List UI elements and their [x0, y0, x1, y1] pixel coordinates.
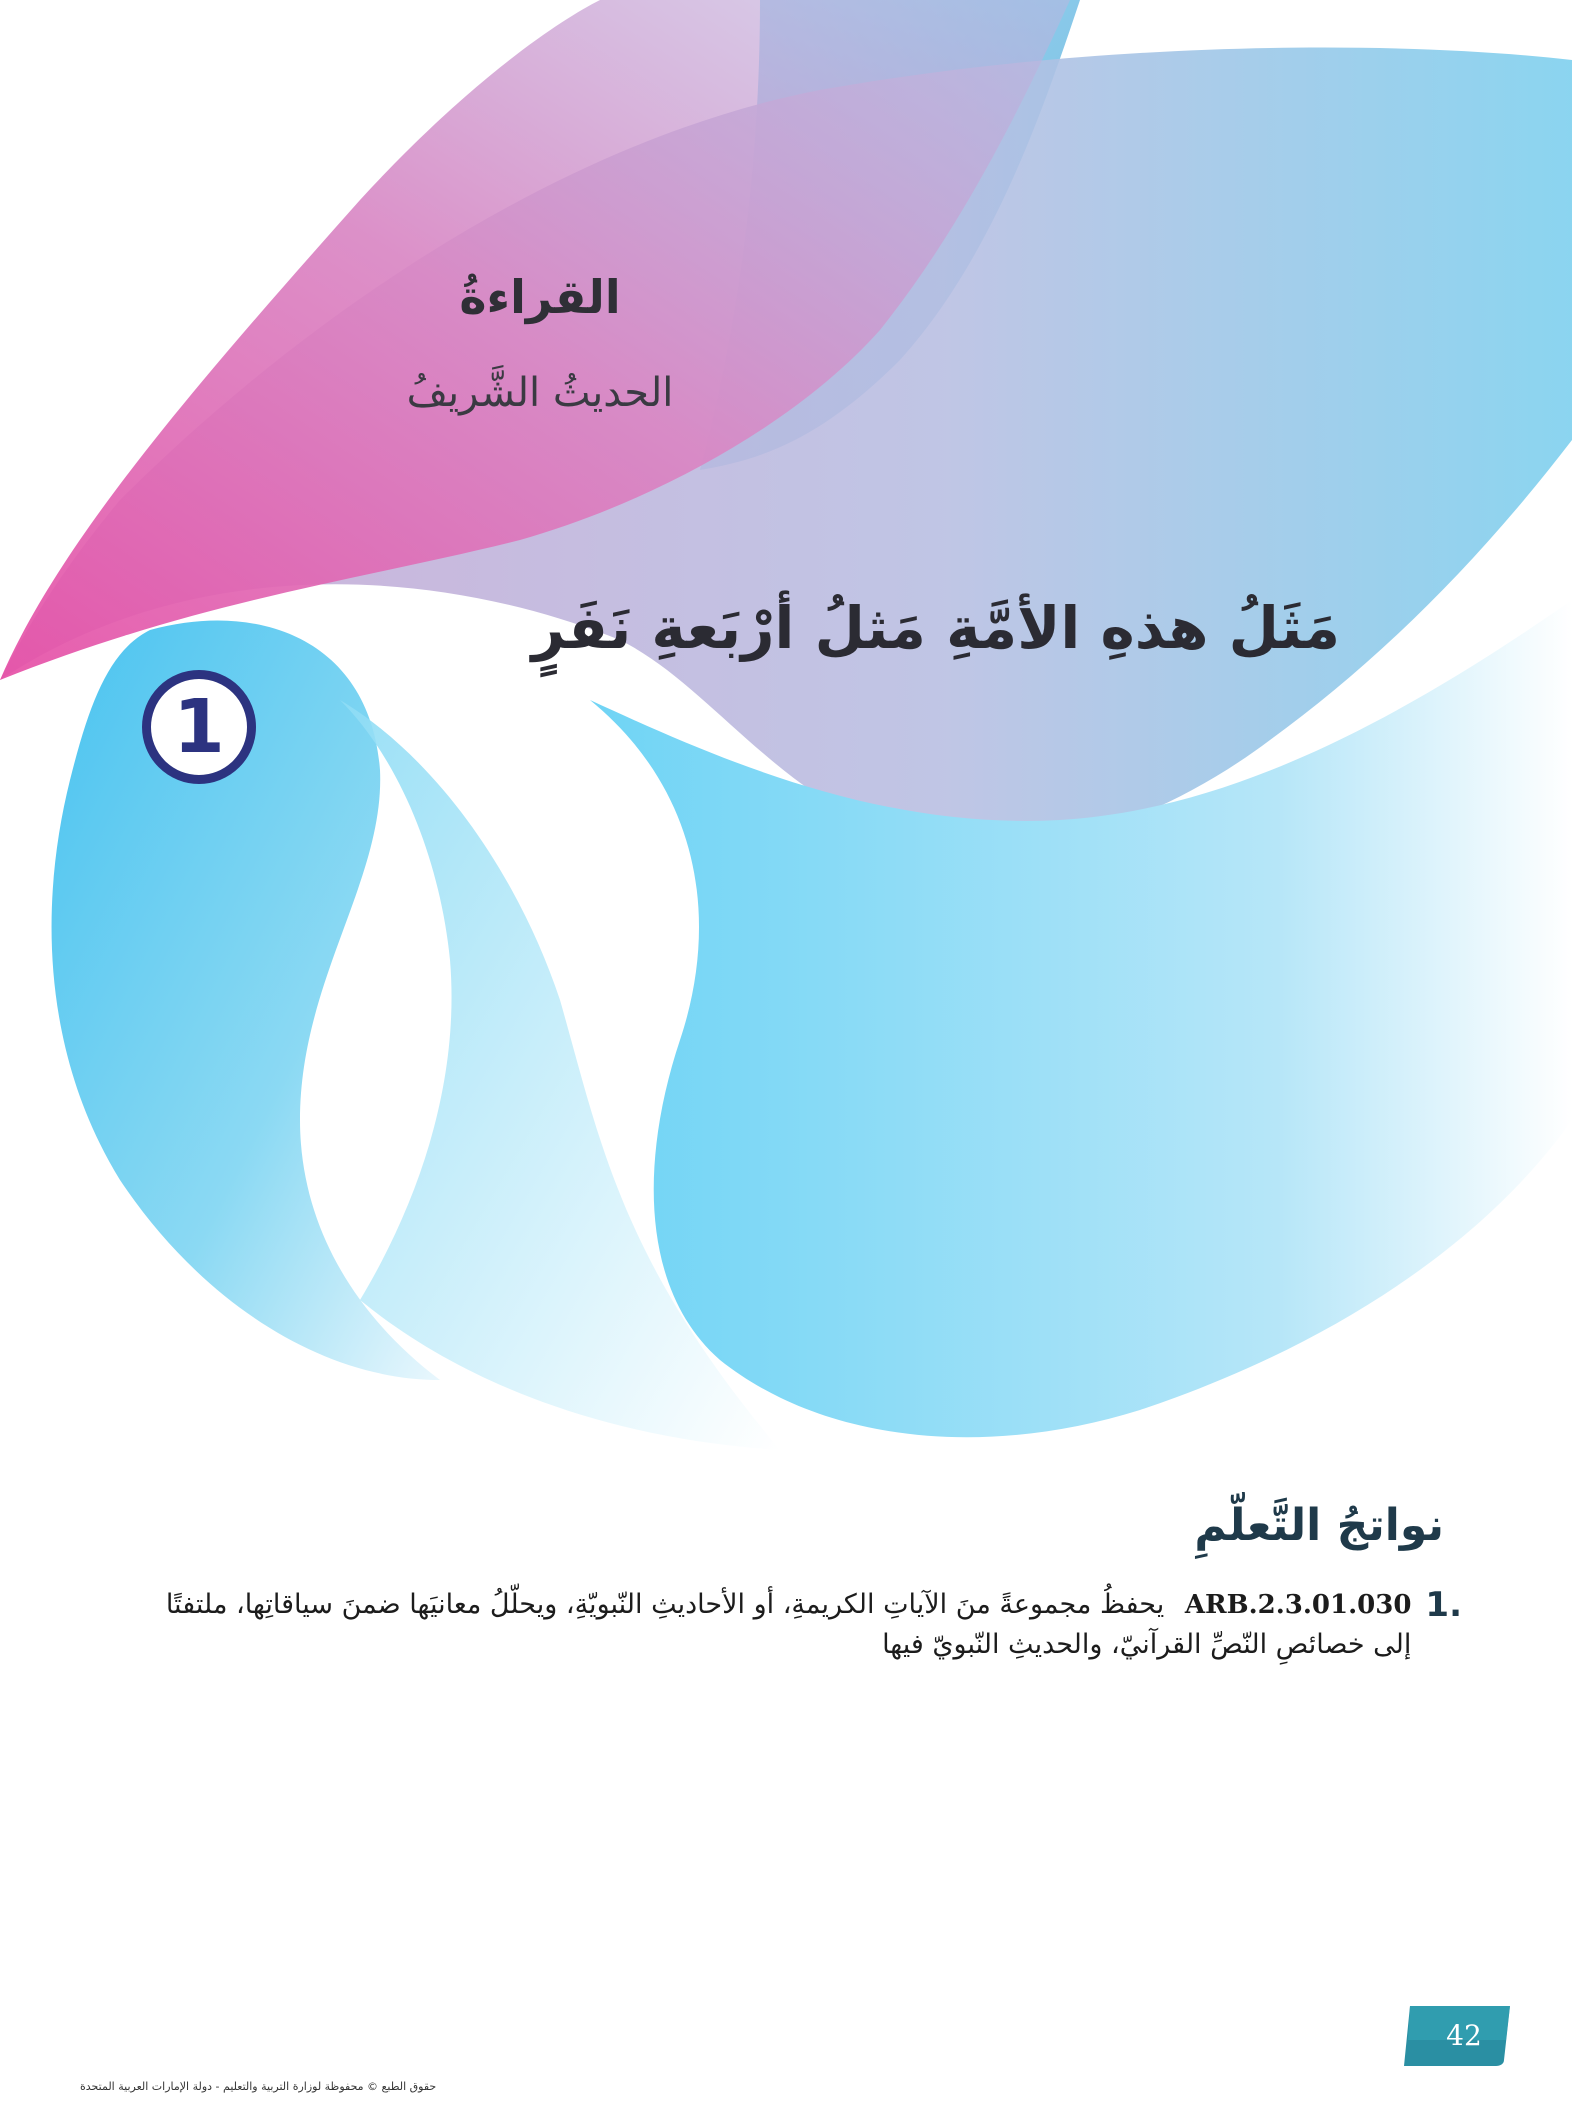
- learning-outcome-item: [132, 1585, 1462, 1665]
- page-number: 42: [1446, 2018, 1482, 2052]
- outcome-number: 1.: [1425, 1585, 1462, 1625]
- outcome-text-block: [132, 1585, 1411, 1665]
- section-title: القراءةُ: [459, 270, 621, 324]
- outcome-description: يحفظُ مجموعةً منَ الآياتِ الكريمةِ، أو الأحاديثِ النّبويّةِ، ويحلّلُ معانيَها ضمنَ سياقاتِها، ملتفتًا إلى خصائصِ النّصِّ القرآنيّ، والحديثِ النّبويّ فيها: [165, 1589, 1412, 1660]
- lesson-title: مَثَلُ هذهِ الأمَّةِ مَثلُ أرْبَعةِ نَفَرٍ: [531, 594, 1340, 662]
- lesson-number-badge: 1: [142, 670, 256, 784]
- outcome-code: ARB.2.3.01.030: [1184, 1590, 1412, 1620]
- section-subtitle: الحديثُ الشَّريفُ: [406, 370, 674, 416]
- learning-outcomes-heading: نواتجُ التَّعلّمِ: [1194, 1500, 1444, 1551]
- footer-copyright: حقوق الطبع © محفوظة لوزارة التربية والتعليم - دولة الإمارات العربية المتحدة: [80, 2080, 437, 2093]
